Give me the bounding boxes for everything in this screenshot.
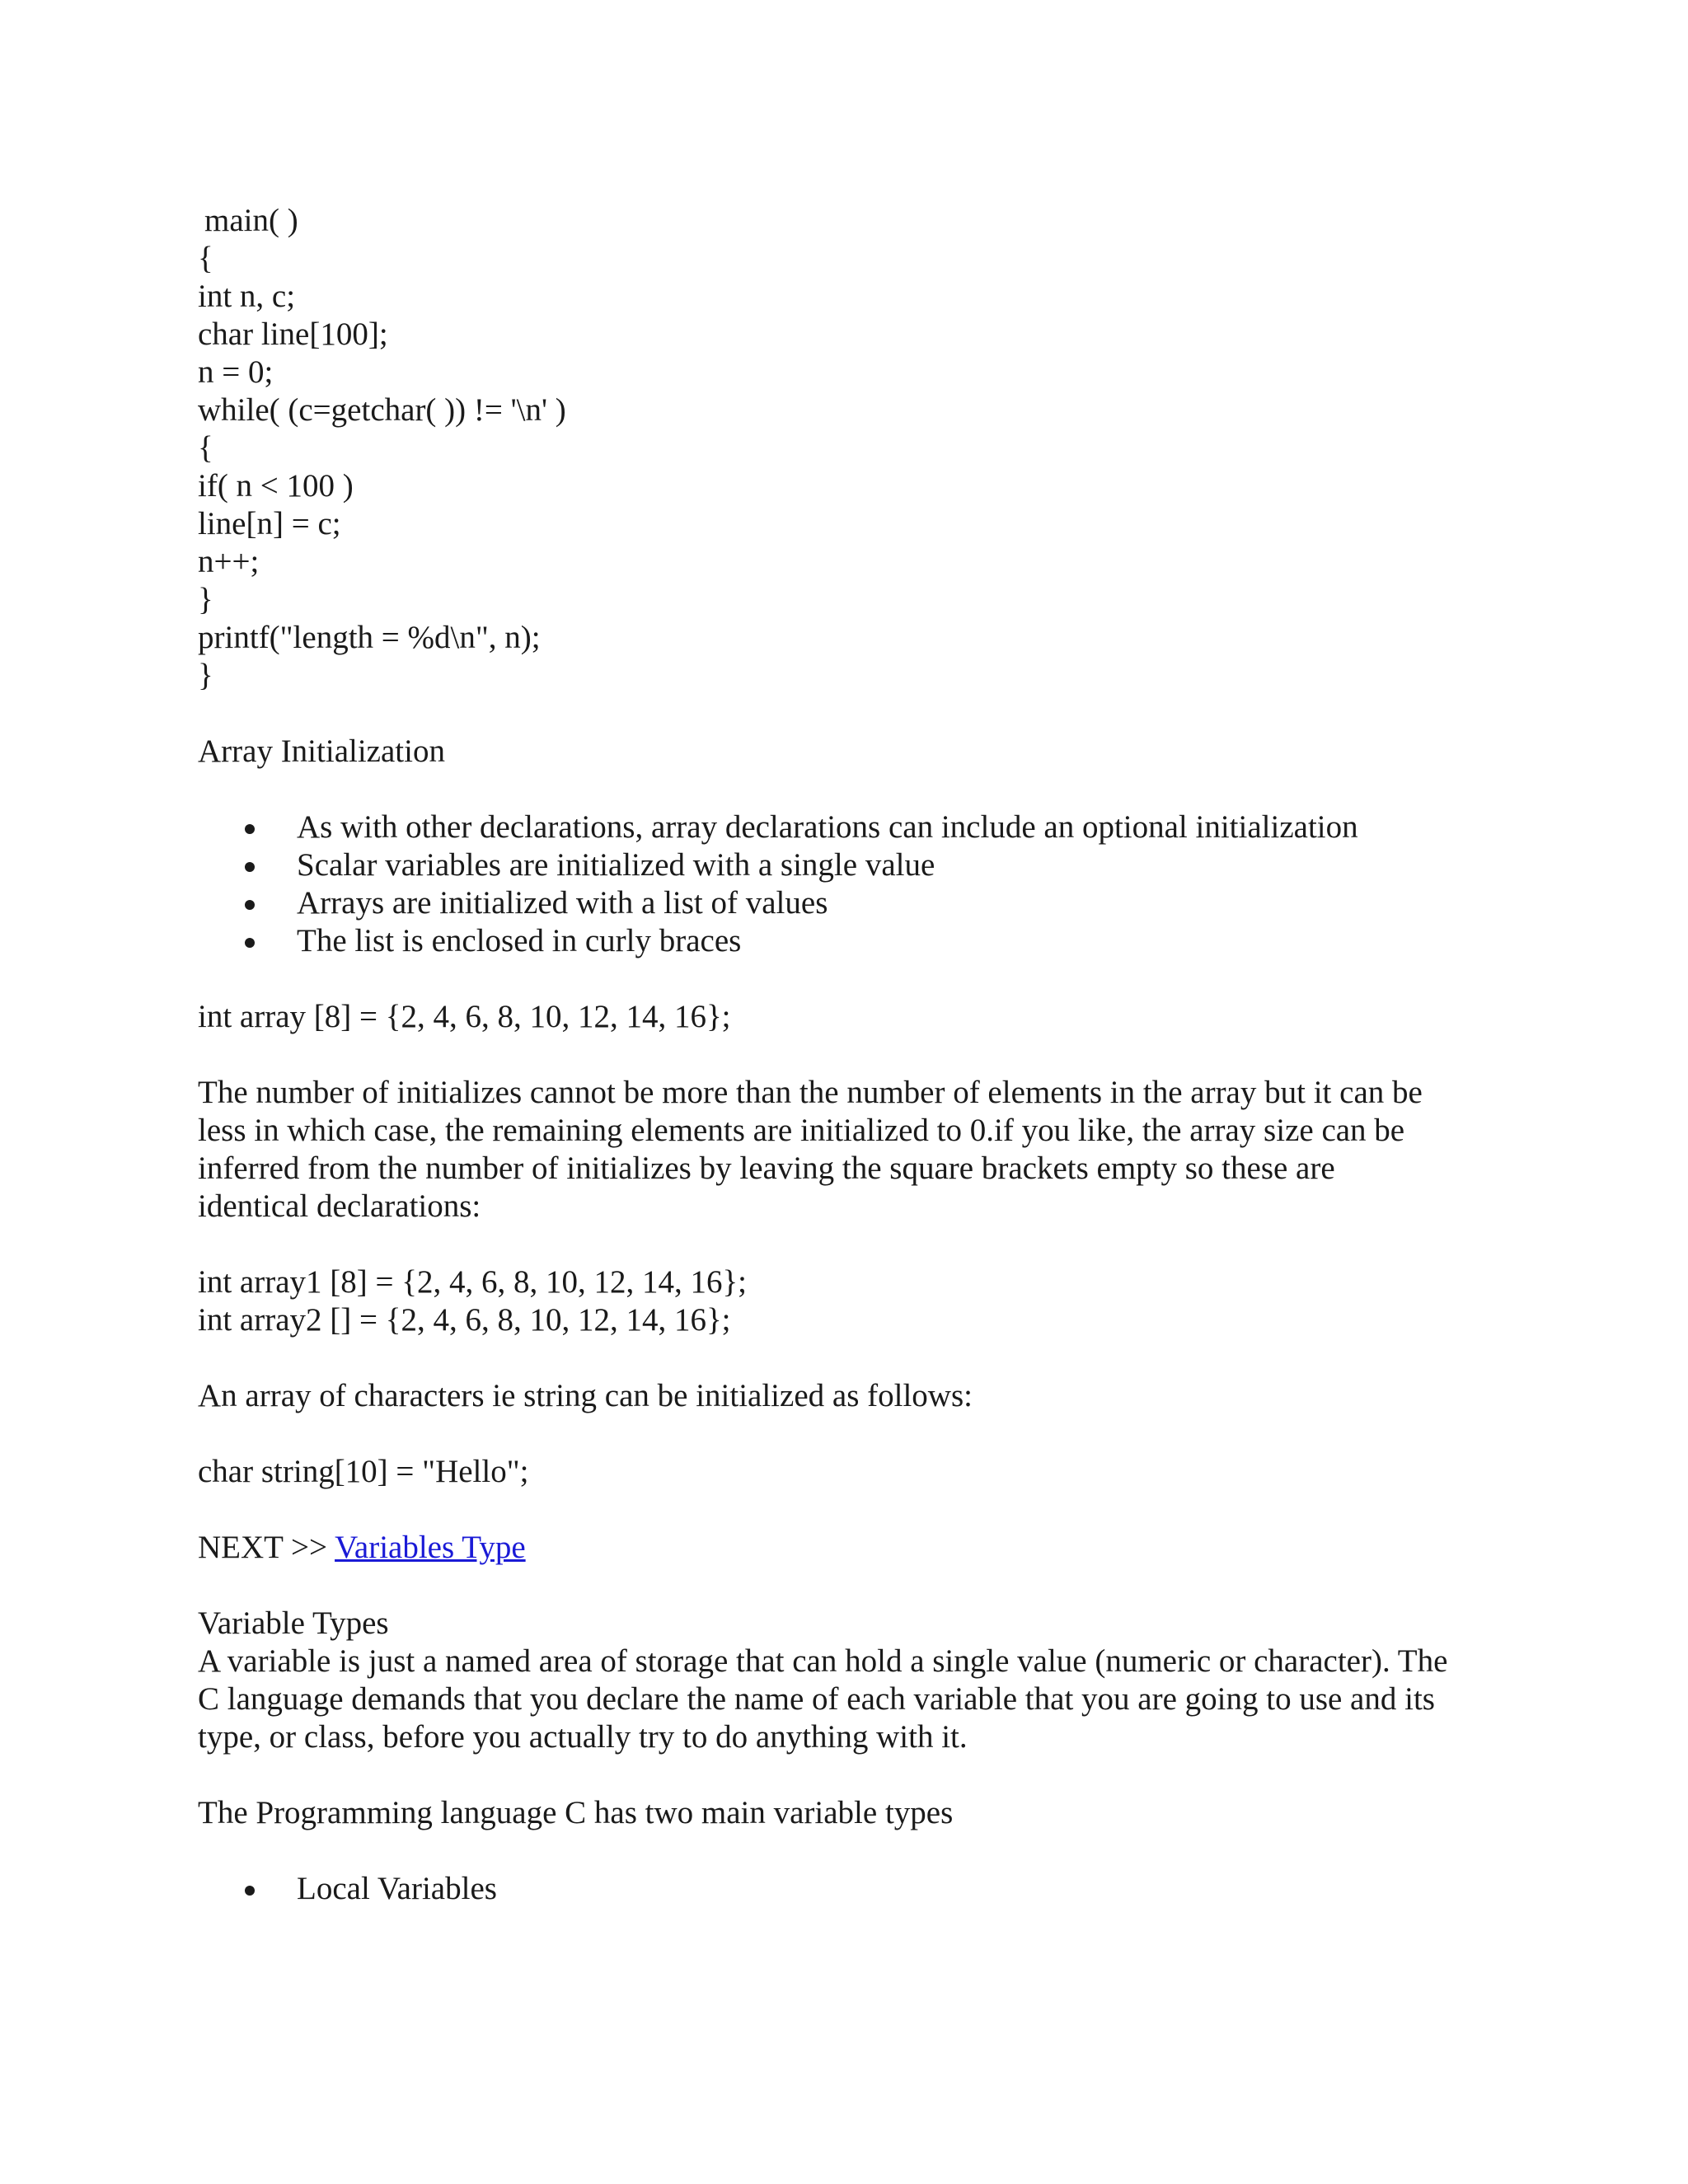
- code-line: line[n] = c;: [198, 506, 341, 541]
- code-line: }: [198, 582, 213, 617]
- array-init-bullet-list: [198, 808, 1484, 960]
- variable-types-paragraph: A variable is just a named area of storage that can hold a single value (numeric or character). The C language demands that you declare the name of each variable that you are going to use and its type, or class, before you actually try to do anything with it.: [198, 1643, 1448, 1755]
- code-line: if( n < 100 ): [198, 468, 354, 504]
- code-line: n = 0;: [198, 354, 274, 390]
- list-item: The list is enclosed in curly braces: [198, 922, 1484, 960]
- next-nav: [198, 1529, 1484, 1567]
- next-link-variables-type[interactable]: Variables Type: [335, 1530, 526, 1565]
- list-item: Scalar variables are initialized with a single value: [198, 846, 1484, 884]
- bullet-icon: [245, 862, 255, 872]
- code-line: char line[100];: [198, 316, 388, 352]
- variable-types-heading: Variable Types: [198, 1605, 389, 1641]
- list-item: Arrays are initialized with a list of values: [198, 884, 1484, 922]
- string-example: char string[10] = "Hello";: [198, 1454, 529, 1489]
- code-line: main( ): [204, 203, 298, 238]
- array-init-heading: Array Initialization: [198, 733, 445, 769]
- code-line: {: [198, 430, 213, 466]
- bullet-icon: [245, 900, 255, 910]
- bullet-icon: [245, 1886, 255, 1896]
- list-item: Local Variables: [198, 1870, 1484, 1908]
- array-example: int array [8] = {2, 4, 6, 8, 10, 12, 14, 16};: [198, 999, 731, 1034]
- bullet-icon: [245, 824, 255, 834]
- code-line: {: [198, 241, 213, 276]
- code-line: printf("length = %d\n", n);: [198, 620, 541, 655]
- declaration-line: int array2 [] = {2, 4, 6, 8, 10, 12, 14, 16};: [198, 1302, 731, 1338]
- code-line: }: [198, 658, 213, 693]
- code-line: while( (c=getchar( )) != '\n' ): [198, 392, 566, 428]
- list-item: As with other declarations, array declarations can include an optional initialization: [198, 808, 1484, 846]
- next-prefix: NEXT >>: [198, 1530, 335, 1565]
- code-line: int n, c;: [198, 279, 296, 314]
- string-intro: An array of characters ie string can be initialized as follows:: [198, 1378, 973, 1413]
- identical-declarations: [198, 1263, 1484, 1339]
- code-line: n++;: [198, 544, 260, 579]
- variable-types-intro: The Programming language C has two main variable types: [198, 1795, 954, 1830]
- array-init-paragraph: The number of initializes cannot be more than the number of elements in the array but it can be less in which case, the remaining elements are initialized to 0.if you like, the array size can be inferred from the number of initializes by leaving the square brackets empty so these are identical declarations:: [198, 1075, 1423, 1224]
- code-block: [198, 202, 1484, 695]
- declaration-line: int array1 [8] = {2, 4, 6, 8, 10, 12, 14, 16};: [198, 1264, 748, 1300]
- document-page: [198, 202, 1484, 1908]
- variable-types-bullet-list: [198, 1870, 1484, 1908]
- bullet-icon: [245, 938, 255, 948]
